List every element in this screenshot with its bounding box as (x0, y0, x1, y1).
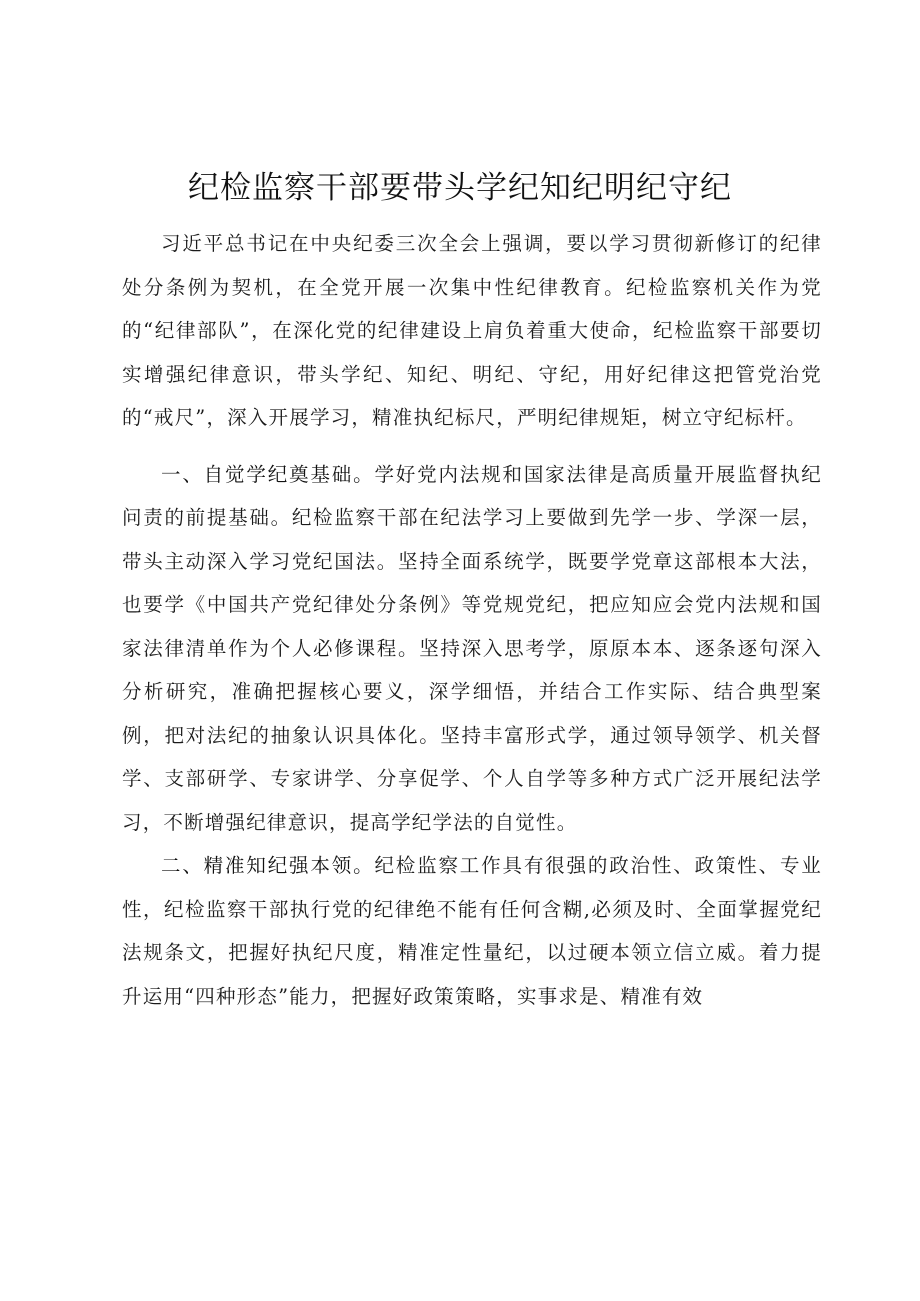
section-heading: 一、自觉学纪奠基础。 (161, 462, 375, 486)
paragraph-text: 习近平总书记在中央纪委三次全会上强调，要以学习贯彻新修订的纪律处分条例为契机，在全党开展一次集中性纪律教育。纪检监察机关作为党的“纪律部队”，在深化党的纪律建设上肩负着重大使命，纪检监察干部要切实增强纪律意识，带头学纪、知纪、明纪、守纪，用好纪律这把管党治党的“戒尺”，深入开展学习，精准执纪标尺，严明纪律规矩，树立守纪标杆。 (122, 232, 822, 429)
document-title: 纪检监察干部要带头学纪知纪明纪守纪 (188, 170, 732, 206)
paragraph-intro (122, 222, 822, 440)
paragraph-text: 学好党内法规和国家法律是高质量开展监督执纪问责的前提基础。纪检监察干部在纪法学习上要做到先学一步、学深一层，带头主动深入学习党纪国法。坚持全面系统学，既要学党章这部根本大法，也要学《中国共产党纪律处分条例》等党规党纪，把应知应会党内法规和国家法律清单作为个人必修课程。坚持深入思考学，原原本本、逐条逐句深入分析研究，准确把握核心要义，深学细悟，并结合工作实际、结合典型案例，把对法纪的抽象认识具体化。坚持丰富形式学，通过领导领学、机关督学、支部研学、专家讲学、分享促学、个人自学等多种方式广泛开展纪法学习，不断增强纪律意识，提高学纪学法的自觉性。 (122, 462, 822, 834)
section-heading: 二、精准知纪强本领。 (161, 854, 375, 877)
paragraph-section-2 (122, 844, 822, 1018)
document-body (122, 222, 822, 1018)
paragraph-section-1 (122, 453, 822, 845)
paragraph-text: 纪检监察工作具有很强的政治性、政策性、专业性，纪检监察干部执行党的纪律绝不能有任何含糊,必须及时、全面掌握党纪法规条文，把握好执纪尺度，精准定性量纪，以过硬本领立信立威。着力提升运用“四种形态”能力，把握好政策策略，实事求是、精准有效 (122, 854, 822, 1008)
